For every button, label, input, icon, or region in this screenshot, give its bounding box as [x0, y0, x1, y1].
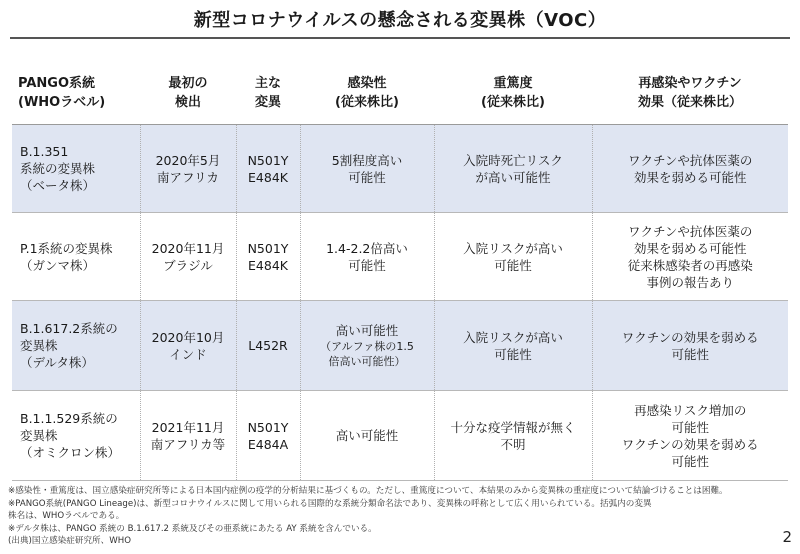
cell-first-detected: 2020年10月 インド	[140, 301, 236, 391]
table-row	[12, 391, 788, 481]
voc-table	[12, 62, 788, 481]
header-lineage: PANGO系統 (WHOラベル)	[12, 62, 140, 125]
cell-infectivity: 高い可能性	[300, 391, 434, 481]
cell-severity: 十分な疫学情報が無く 不明	[434, 391, 592, 481]
table-row	[12, 125, 788, 213]
cell-severity: 入院時死亡リスク が高い可能性	[434, 125, 592, 213]
header-reinfection-vaccine: 再感染やワクチン 効果（従来株比）	[592, 62, 788, 125]
cell-first-detected: 2020年11月 ブラジル	[140, 213, 236, 301]
cell-first-detected: 2021年11月 南アフリカ等	[140, 391, 236, 481]
cell-mutations: L452R	[236, 301, 300, 391]
page-number: 2	[782, 528, 792, 546]
cell-severity: 入院リスクが高い 可能性	[434, 213, 592, 301]
cell-lineage: B.1.351 系統の変異株 （ベータ株）	[12, 125, 140, 213]
cell-lineage: B.1.617.2系統の 変異株 （デルタ株）	[12, 301, 140, 391]
footnote-3: ※デルタ株は、PANGO 系統の B.1.617.2 系統及びその亜系統にあたる AY 系統を含んでいる。	[8, 523, 377, 534]
table-row	[12, 301, 788, 391]
cell-mutations: N501Y E484A	[236, 391, 300, 481]
table-row	[12, 213, 788, 301]
footnote-2: ※PANGO系統(PANGO Lineage)は、新型コロナウイルスに関して用いられる国際的な系統分類命名法であり、変異株の呼称として広く用いられている。括弧内の変異 株名は、WHOラベルである。	[8, 498, 652, 522]
cell-mutations: N501Y E484K	[236, 213, 300, 301]
cell-severity: 入院リスクが高い 可能性	[434, 301, 592, 391]
cell-first-detected: 2020年5月 南アフリカ	[140, 125, 236, 213]
header-mutations: 主な 変異	[236, 62, 300, 125]
title-underline	[10, 37, 790, 39]
cell-lineage: B.1.1.529系統の 変異株 （オミクロン株）	[12, 391, 140, 481]
cell-reinfection-vaccine: 再感染リスク増加の 可能性 ワクチンの効果を弱める 可能性	[592, 391, 788, 481]
cell-infectivity	[300, 301, 434, 391]
cell-mutations: N501Y E484K	[236, 125, 300, 213]
cell-reinfection-vaccine: ワクチンや抗体医薬の 効果を弱める可能性	[592, 125, 788, 213]
footnotes	[8, 485, 783, 548]
table-header-row	[12, 62, 788, 125]
header-first-detected: 最初の 検出	[140, 62, 236, 125]
cell-infectivity: 5割程度高い 可能性	[300, 125, 434, 213]
page-title: 新型コロナウイルスの懸念される変異株（VOC）	[193, 10, 607, 31]
cell-infectivity-note: （アルファ株の1.5 倍高い可能性）	[320, 340, 414, 368]
cell-infectivity-main: 高い可能性	[335, 323, 399, 338]
cell-infectivity: 1.4-2.2倍高い 可能性	[300, 213, 434, 301]
footnote-1: ※感染性・重篤度は、国立感染症研究所等による日本国内症例の疫学的分析結果に基づくもの。ただし、重篤度について、本結果のみから変異株の重症度について結論づけることは困難。	[8, 486, 728, 496]
cell-reinfection-vaccine: ワクチンや抗体医薬の 効果を弱める可能性 従来株感染者の再感染 事例の報告あり	[592, 213, 788, 301]
header-infectivity: 感染性 (従来株比)	[300, 62, 434, 125]
header-severity: 重篤度 (従来株比)	[434, 62, 592, 125]
source-note: (出典)国立感染症研究所、WHO	[8, 536, 131, 547]
cell-lineage: P.1系統の変異株 （ガンマ株）	[12, 213, 140, 301]
cell-reinfection-vaccine: ワクチンの効果を弱める 可能性	[592, 301, 788, 391]
